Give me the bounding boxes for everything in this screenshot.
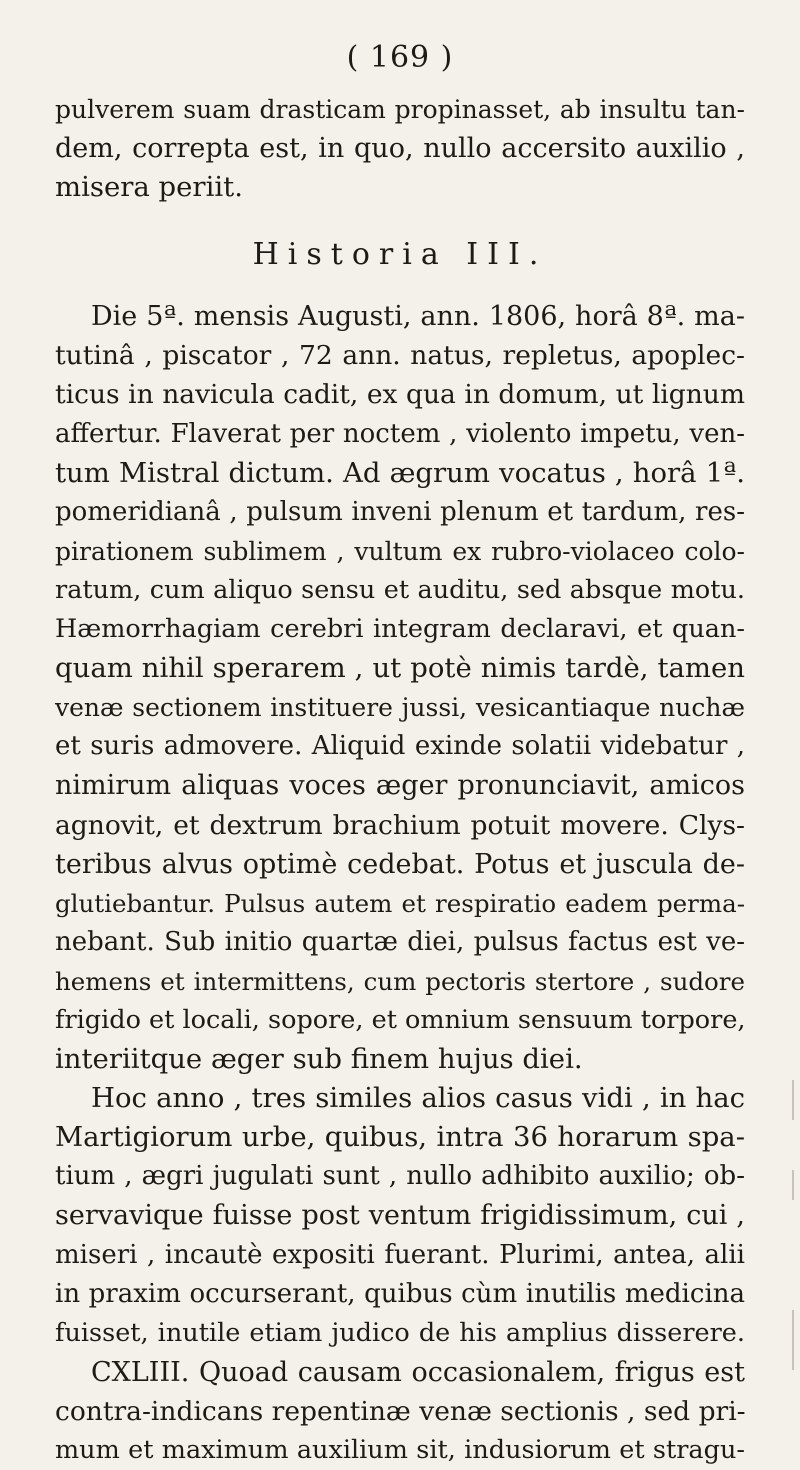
text-line: Hæmorrhagiam cerebri integram declaravi, et quan- [55, 614, 745, 645]
text-line: hemens et intermittens, cum pectoris stertore , sudore [55, 966, 745, 996]
text-line: Hoc anno , tres similes alios casus vidi , in hac [91, 1082, 745, 1115]
text-line: quam nihil sperarem , ut potè nimis tardè, tamen [55, 652, 745, 685]
text-line: interiitque æger sub finem hujus diei. [55, 1043, 583, 1076]
page-edge-marks [778, 1060, 800, 1400]
text-line: tum Mistral dictum. Ad ægrum vocatus , horâ 1ª. [55, 456, 745, 489]
text-line: nimirum aliquas voces æger pronunciavit, amicos [55, 770, 745, 802]
text-line: contra-indicans repentinæ venæ sectionis , sed pri- [55, 1395, 746, 1427]
text-line: servavique fuisse post ventum frigidissimum, cui , [55, 1200, 745, 1232]
text-line: in praxim occurserant, quibus cùm inutilis medicina [55, 1278, 745, 1309]
page-text [55, 90, 745, 1470]
text-line: affertur. Flaverat per noctem , violento impetu, ven- [55, 418, 745, 449]
text-line: ratum, cum aliquo sensu et auditu, sed absque motu. [55, 574, 745, 605]
text-line: teribus alvus optimè cedebat. Potus et juscula de- [55, 848, 745, 880]
text-line: nebant. Sub initio quartæ diei, pulsus factus est ve- [55, 926, 745, 957]
text-line: miseri , incautè expositi fuerant. Plurimi, antea, alii [55, 1239, 745, 1270]
text-line: mum et maximum auxilium sit, indusiorum et stragu- [55, 1435, 745, 1465]
text-line: pirationem sublimem , vultum ex rubro-violaceo colo- [55, 536, 745, 566]
text-line: tutinâ , piscator , 72 ann. natus, repletus, apoplec- [55, 340, 745, 372]
text-line: venæ sectionem instituere jussi, vesicantiaque nuchæ [55, 693, 745, 723]
text-line: fuisset, inutile etiam judico de his amplius disserere. [55, 1317, 745, 1348]
text-line: et suris admovere. Aliquid exinde solatii videbatur , [55, 731, 745, 762]
text-line: Die 5ª. mensis Augusti, ann. 1806, horâ 8ª. ma- [91, 301, 745, 333]
text-line: agnovit, et dextrum brachium potuit movere. Clys- [55, 809, 745, 841]
text-line: frigido et locali, sopore, et omnium sensuum torpore, [55, 1004, 746, 1035]
text-line: pomeridianâ , pulsum inveni plenum et tardum, res- [55, 496, 745, 527]
section-heading: Historia III. [252, 237, 548, 273]
text-line: glutiebantur. Pulsus autem et respiratio eadem perma- [55, 888, 745, 918]
text-line: CXLIII. Quoad causam occasionalem, frigus est [91, 1356, 745, 1388]
text-line: Martigiorum urbe, quibus, intra 36 horarum spa- [55, 1121, 745, 1154]
text-line: pulverem suam drasticam propinasset, ab insultu tan- [55, 95, 745, 124]
text-line: tium , ægri jugulati sunt , nullo adhibito auxilio; ob- [55, 1161, 745, 1192]
page-number: ( 169 ) [346, 40, 454, 75]
text-line: ticus in navicula cadit, ex qua in domum, ut lignum [55, 379, 745, 411]
text-line: misera periit. [55, 171, 243, 204]
text-line: dem, correpta est, in quo, nullo accersito auxilio , [55, 133, 745, 165]
